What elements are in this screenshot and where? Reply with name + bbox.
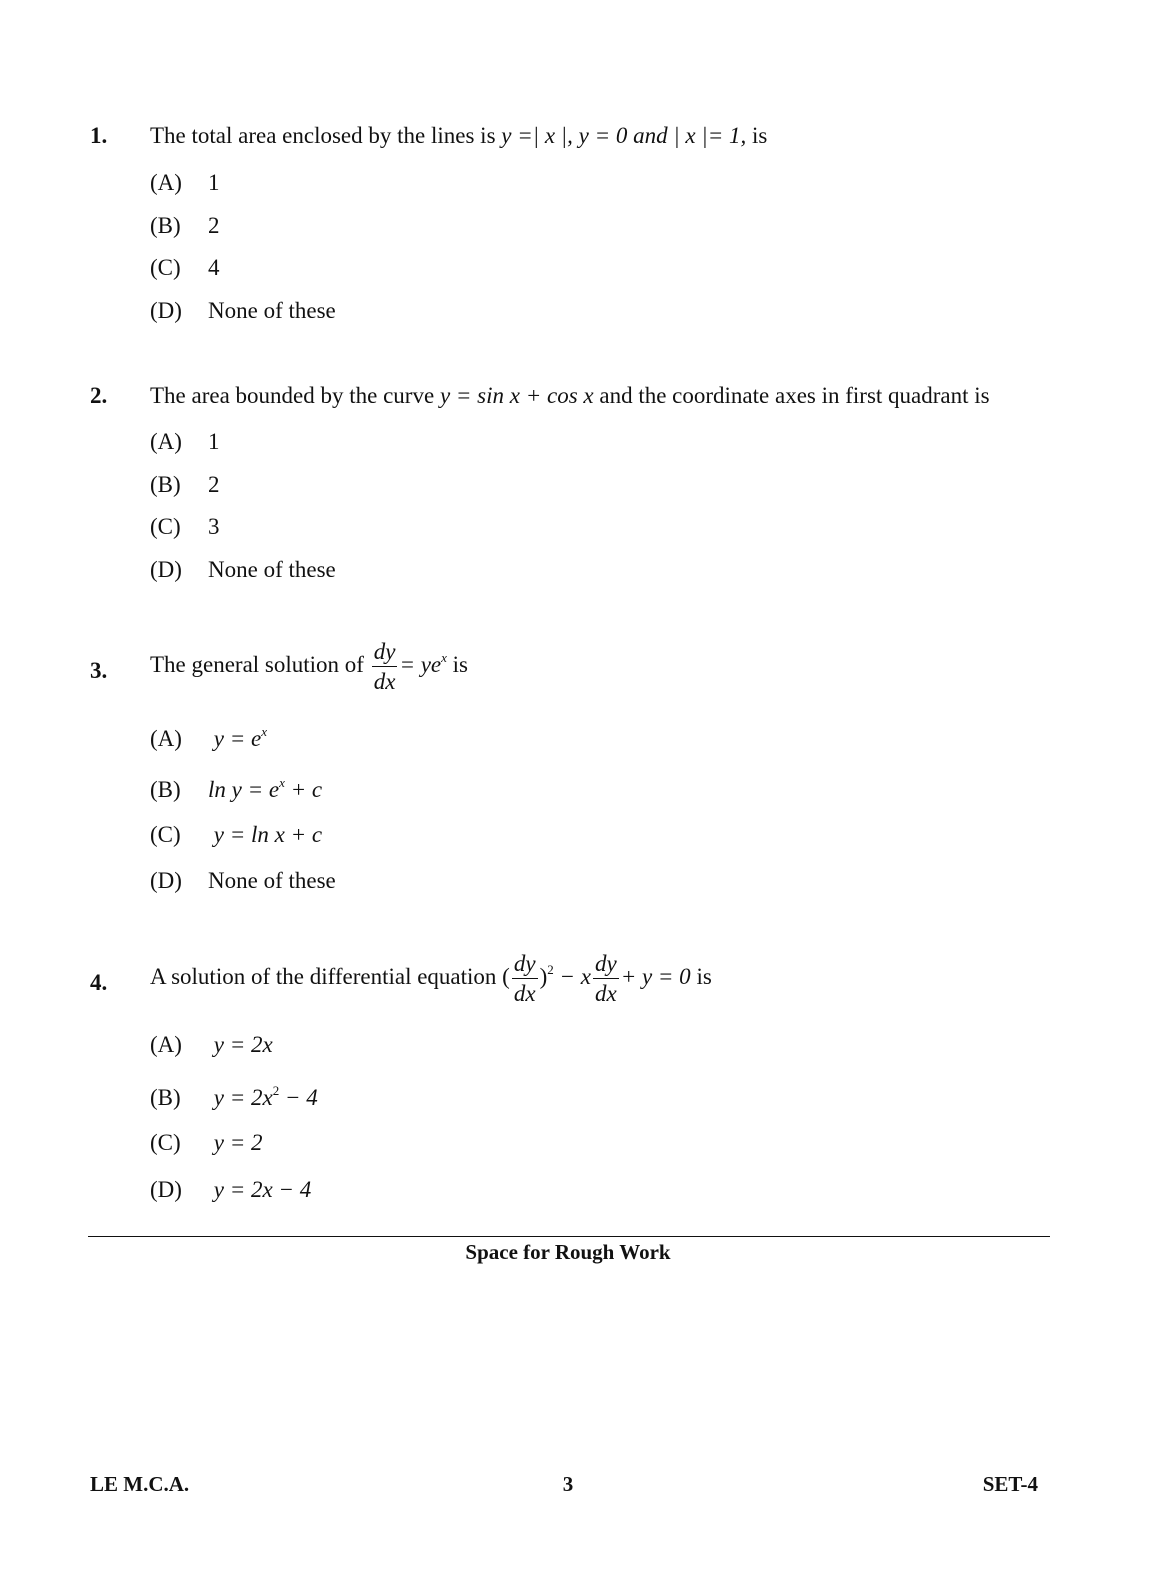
rough-work-heading: Space for Rough Work [465, 1240, 671, 1264]
option-c[interactable]: (C) y = 2 [150, 1130, 263, 1155]
option-d[interactable]: (D) None of these [150, 298, 336, 323]
question-number: 3. [90, 658, 108, 683]
option-b[interactable]: (B) 2 [150, 213, 220, 238]
fraction-dy-dx: $\frac{dy}{dx}$ [513, 951, 536, 1006]
question-number: 1. [90, 123, 108, 148]
option-a[interactable]: (A) y = 2x [150, 1032, 273, 1057]
divider [88, 1236, 1050, 1237]
question-text: The total area enclosed by the lines is y =| x |, y = 0 and | x |= 1, is [150, 123, 768, 148]
option-a[interactable]: (A) 1 [150, 429, 220, 454]
footer-set: SET-4 [982, 1472, 1038, 1496]
option-a[interactable]: (A) 1 [150, 170, 220, 195]
question-text: The general solution of $\frac{dy}{dx}$ = $ye^x$ is [150, 639, 468, 694]
question-number: 2. [90, 383, 108, 408]
fraction-dy-dx-2: $\frac{dy}{dx}$ [594, 951, 617, 1006]
footer-course: LE M.C.A. [90, 1472, 190, 1496]
option-b[interactable]: (B) 2 [150, 472, 220, 497]
option-d[interactable]: (D) y = 2x − 4 [150, 1177, 312, 1202]
question-number: 4. [90, 970, 108, 995]
option-d[interactable]: (D) None of these [150, 868, 336, 893]
option-c[interactable]: (C) 4 [150, 255, 220, 280]
fraction-dy-dx: $\frac{dy}{dx}$ [373, 639, 396, 694]
page-number: 3 [562, 1472, 574, 1496]
option-b[interactable]: (B) $y = 2x^2 - 4$ [150, 1083, 318, 1110]
option-d[interactable]: (D) None of these [150, 557, 336, 582]
option-c[interactable]: (C) 3 [150, 514, 220, 539]
question-text: The area bounded by the curve y = sin x + cos x and the coordinate axes in first quadrant is [150, 383, 990, 408]
option-a[interactable]: (A) $y = e^x$ [150, 724, 267, 751]
question-text: A solution of the differential equation ( $\frac{dy}{dx}$ )$^2$ − x $\frac{dy}{dx}$ + y = 0 is [150, 951, 712, 1006]
option-c[interactable]: (C) y = ln x + c [150, 822, 323, 847]
option-b[interactable]: (B) $\ln y = e^x + c$ [150, 775, 323, 802]
